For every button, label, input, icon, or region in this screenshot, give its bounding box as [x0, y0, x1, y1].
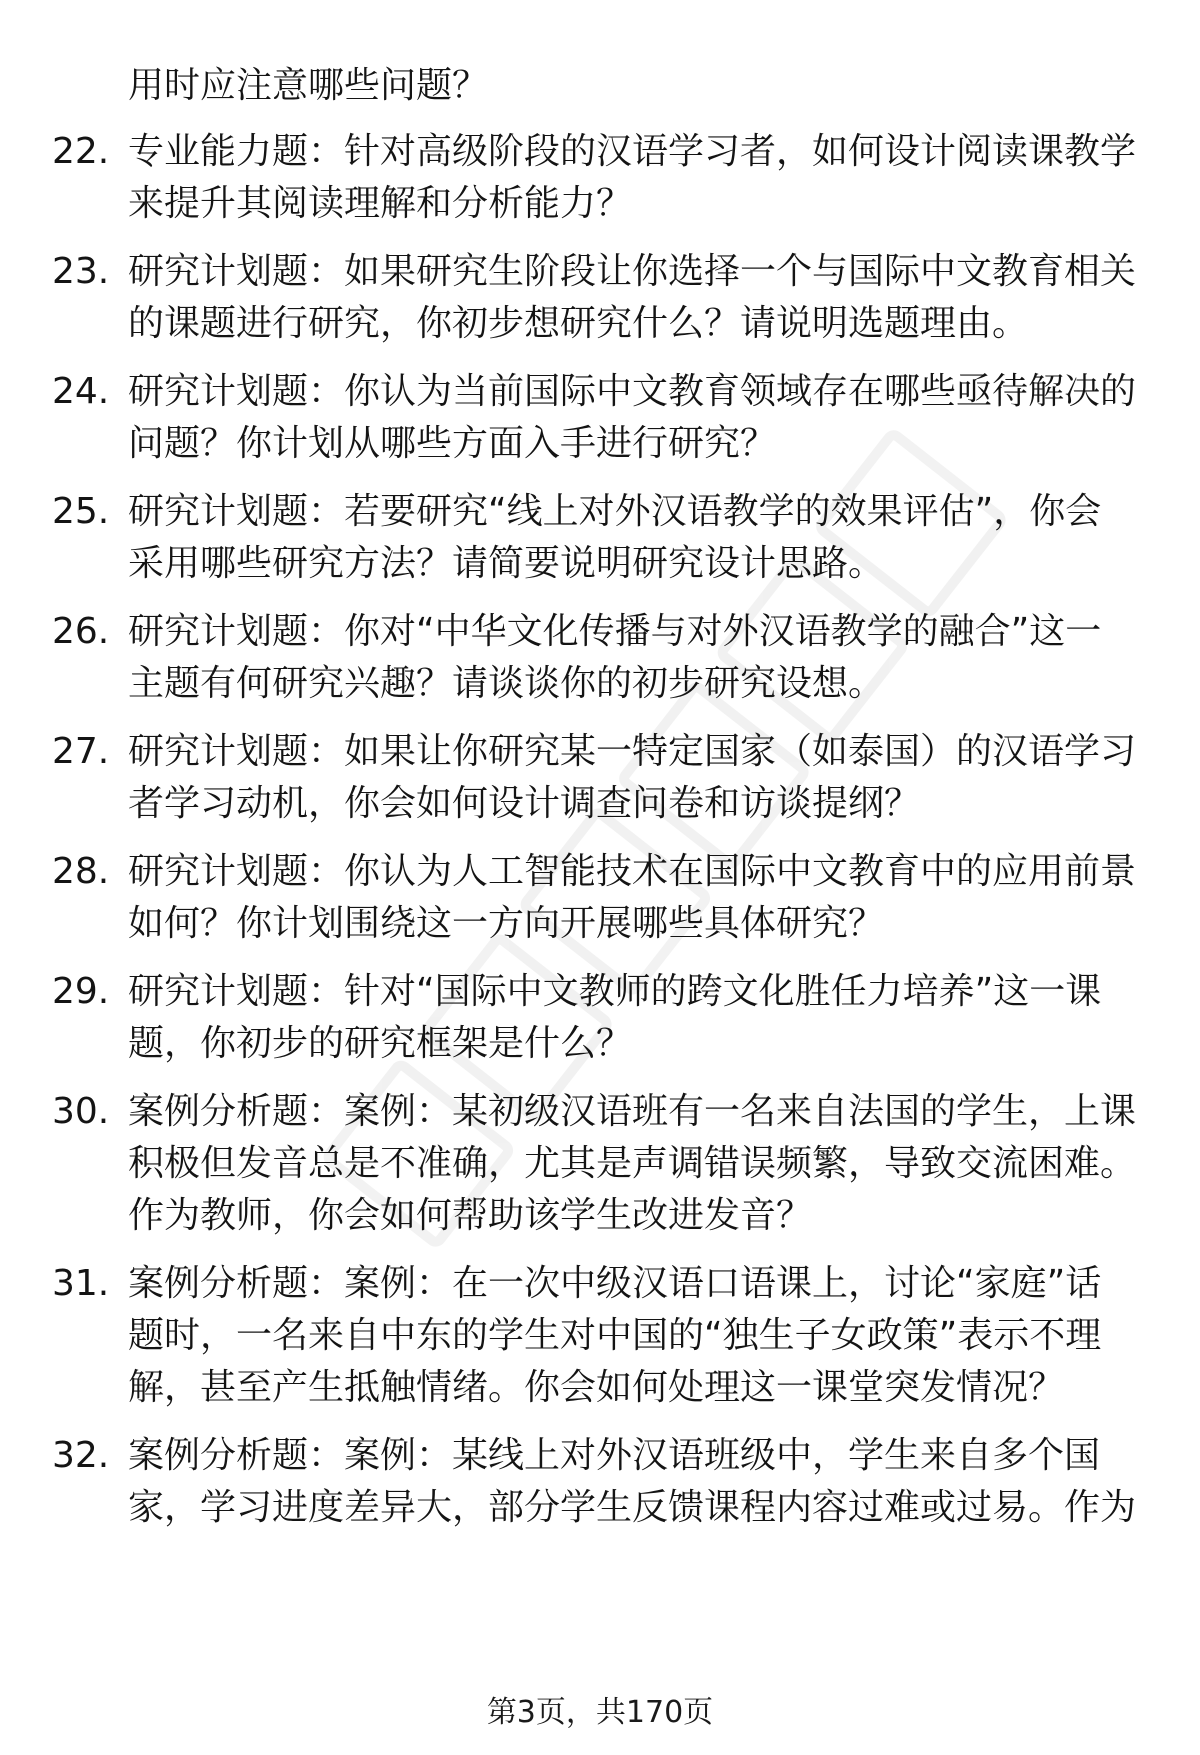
- page-footer: 第3页，共170页: [486, 1695, 714, 1730]
- item-26-line-2: 主题有何研究兴趣？请谈谈你的初步研究设想。: [128, 663, 885, 704]
- item-23-line-1: 研究计划题：如果研究生阶段让你选择一个与国际中文教育相关: [128, 251, 1137, 292]
- item-28-line-2: 如何？你计划围绕这一方向开展哪些具体研究？: [128, 903, 885, 944]
- item-27-line-2: 者学习动机，你会如何设计调查问卷和访谈提纲？: [128, 783, 921, 824]
- item-24-line-2: 问题？你计划从哪些方面入手进行研究？: [128, 423, 777, 464]
- item-23-number: 23.: [52, 251, 110, 292]
- item-31-line-3: 解，甚至产生抵触情绪。你会如何处理这一课堂突发情况？: [128, 1367, 1065, 1408]
- item-27-number: 27.: [52, 731, 110, 772]
- item-22-line-2: 来提升其阅读理解和分析能力？: [128, 183, 633, 224]
- item-27-line-1: 研究计划题：如果让你研究某一特定国家（如泰国）的汉语学习: [128, 731, 1137, 772]
- item-30-line-3: 作为教师，你会如何帮助该学生改进发音？: [128, 1195, 813, 1236]
- item-0-line-1: 用时应注意哪些问题？: [128, 65, 489, 106]
- item-29-line-1: 研究计划题：针对“国际中文教师的跨文化胜任力培养”这一课: [128, 971, 1102, 1012]
- item-31-line-1: 案例分析题：案例：在一次中级汉语口语课上，讨论“家庭”话: [128, 1263, 1102, 1304]
- item-30-number: 30.: [52, 1091, 110, 1132]
- item-26-line-1: 研究计划题：你对“中华文化传播与对外汉语教学的融合”这一: [128, 611, 1102, 652]
- item-25-line-2: 采用哪些研究方法？请简要说明研究设计思路。: [128, 543, 885, 584]
- item-23-line-2: 的课题进行研究，你初步想研究什么？请说明选题理由。: [128, 303, 1029, 344]
- item-24-line-1: 研究计划题：你认为当前国际中文教育领域存在哪些亟待解决的: [128, 371, 1137, 412]
- item-29-line-2: 题，你初步的研究框架是什么？: [128, 1023, 633, 1064]
- item-28-number: 28.: [52, 851, 110, 892]
- item-31-number: 31.: [52, 1263, 110, 1304]
- item-24-number: 24.: [52, 371, 110, 412]
- item-25-line-1: 研究计划题：若要研究“线上对外汉语教学的效果评估”，你会: [128, 491, 1102, 532]
- item-30-line-1: 案例分析题：案例：某初级汉语班有一名来自法国的学生，上课: [128, 1091, 1137, 1132]
- item-26-number: 26.: [52, 611, 110, 652]
- item-31-line-2: 题时，一名来自中东的学生对中国的“独生子女政策”表示不理: [128, 1315, 1102, 1356]
- item-29-number: 29.: [52, 971, 110, 1012]
- item-30-line-2: 积极但发音总是不准确，尤其是声调错误频繁，导致交流困难。: [128, 1143, 1137, 1184]
- item-22-line-1: 专业能力题：针对高级阶段的汉语学习者，如何设计阅读课教学: [128, 131, 1137, 172]
- item-28-line-1: 研究计划题：你认为人工智能技术在国际中文教育中的应用前景: [128, 851, 1137, 892]
- item-32-line-2: 家，学习进度差异大，部分学生反馈课程内容过难或过易。作为: [128, 1487, 1137, 1528]
- item-32-number: 32.: [52, 1435, 110, 1476]
- item-32-line-1: 案例分析题：案例：某线上对外汉语班级中，学生来自多个国: [128, 1435, 1101, 1476]
- item-22-number: 22.: [52, 131, 110, 172]
- item-25-number: 25.: [52, 491, 110, 532]
